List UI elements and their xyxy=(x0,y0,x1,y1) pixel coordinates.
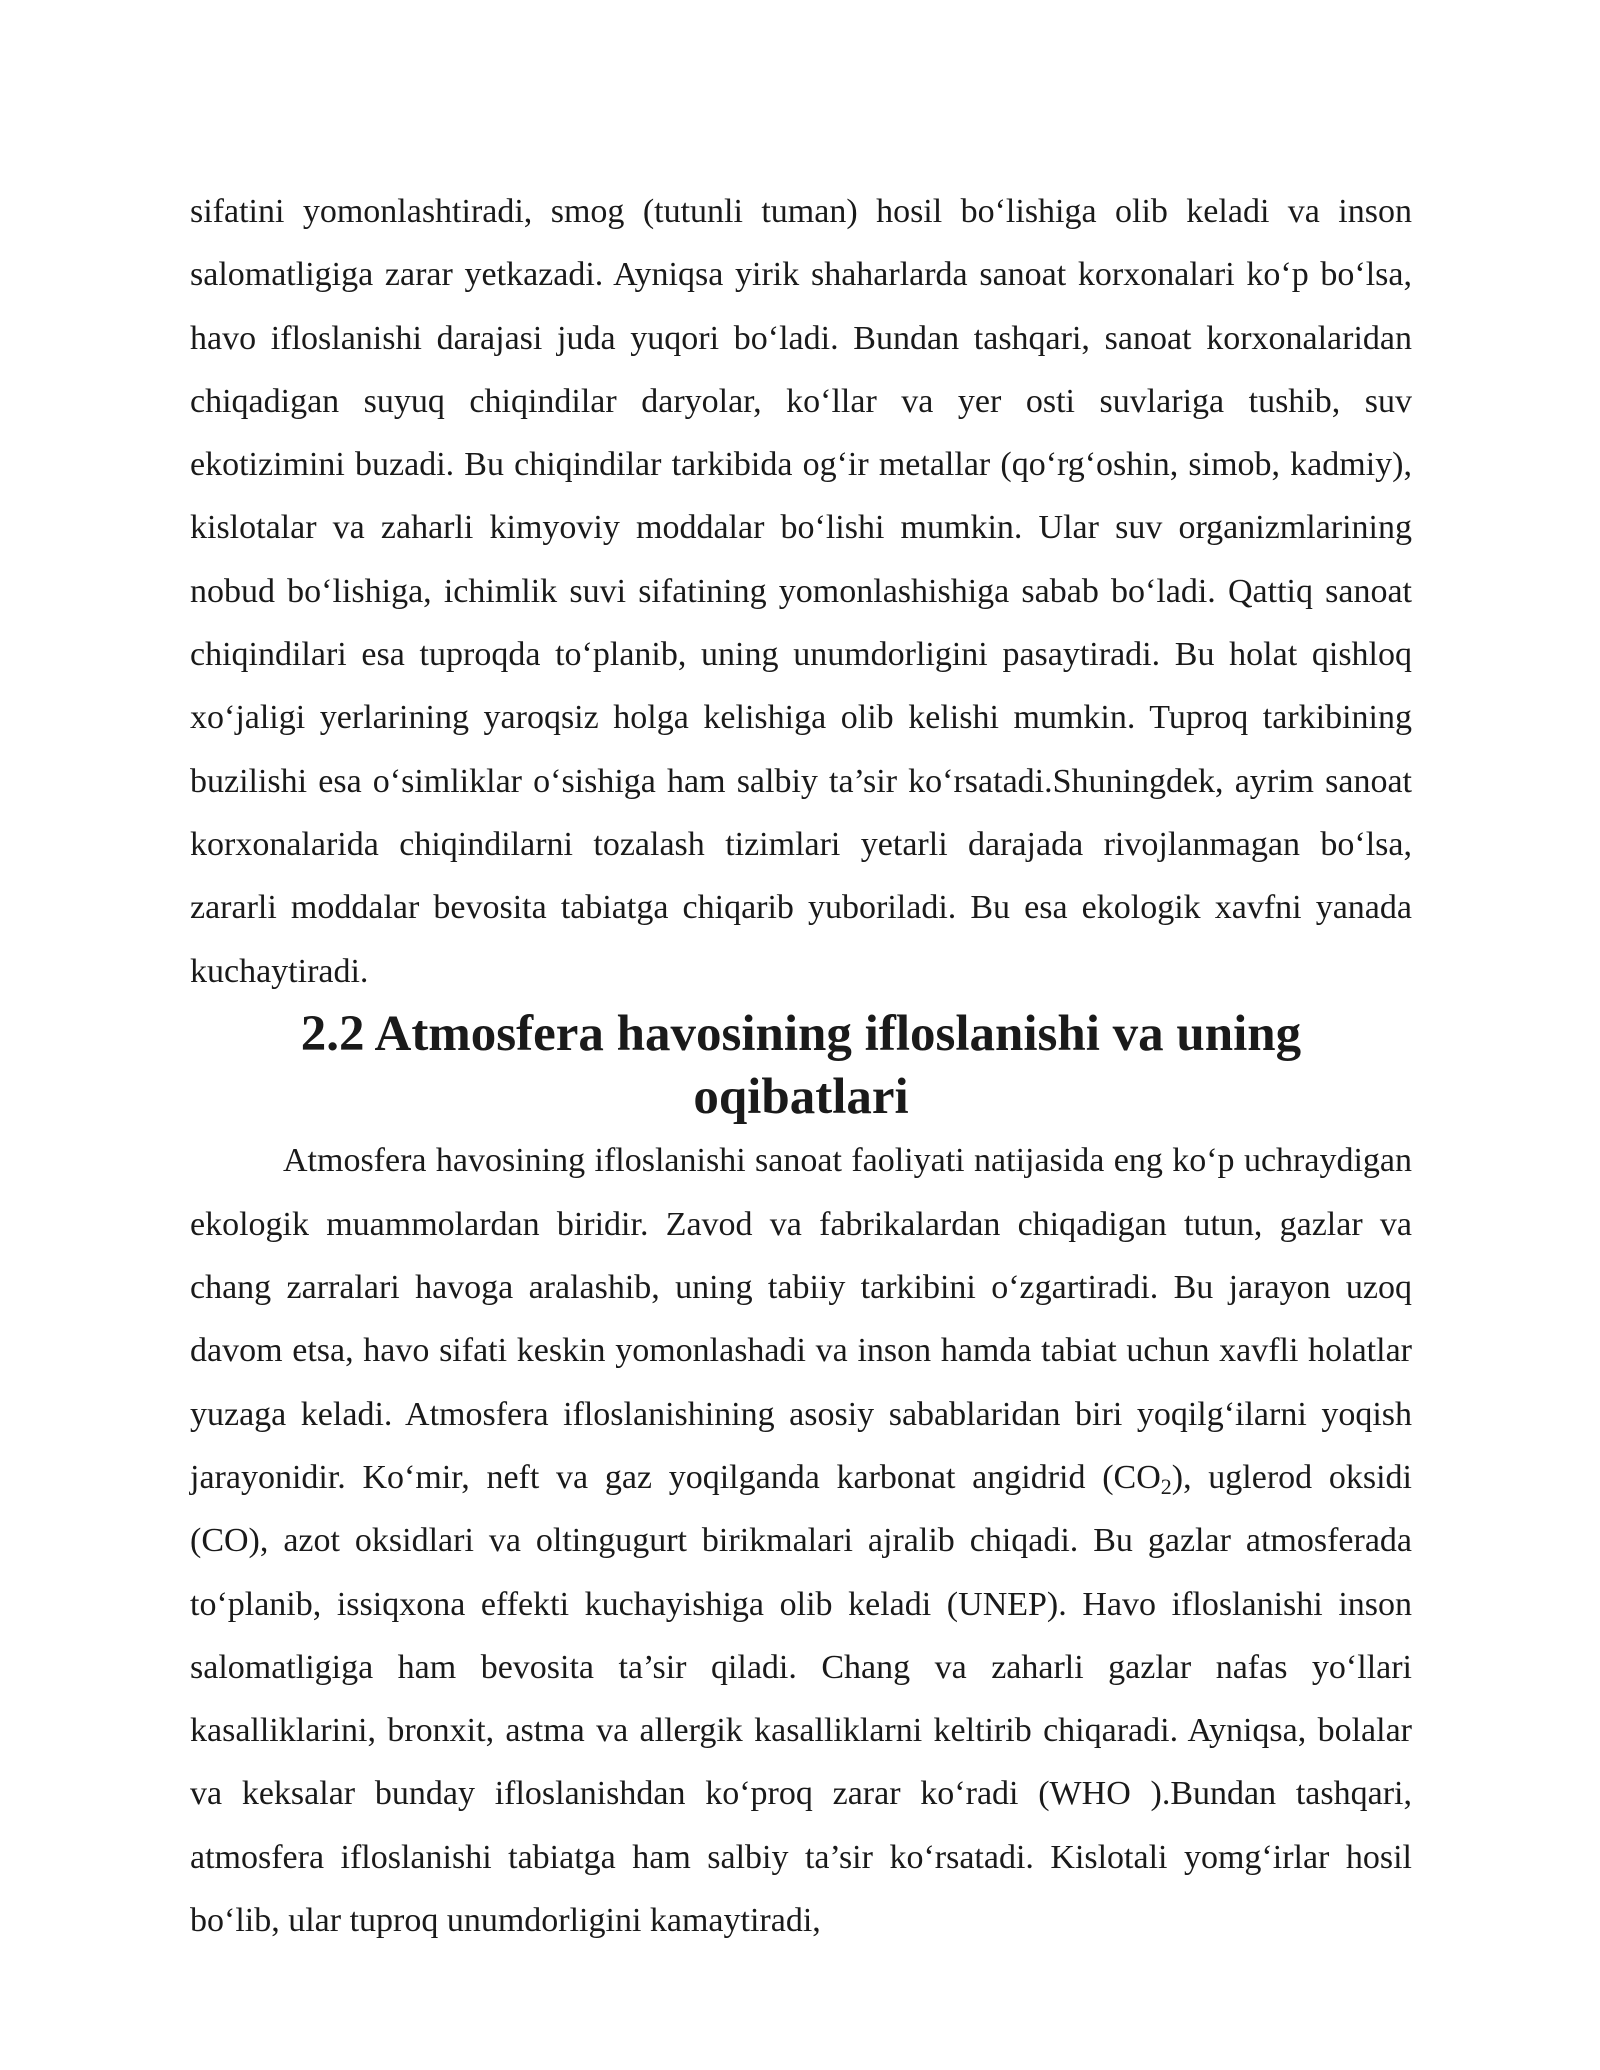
body-paragraph-1: sifatini yomonlashtiradi, smog (tutunli tuman) hosil bo‘lishiga olib keladi va inson salomatligiga zarar yetkazadi. Ayniqsa yirik shaharlarda sanoat korxonalari ko‘p bo‘lsa, havo ifloslanishi darajasi juda yuqori bo‘ladi. Bundan tashqari, sanoat korxonalaridan chiqadigan suyuq chiqindilar daryolar, ko‘llar va yer osti suvlariga tushib, suv ekotizimini buzadi. Bu chiqindilar tarkibida og‘ir metallar (qo‘rg‘oshin, simob, kadmiy), kislotalar va zaharli kimyoviy moddalar bo‘lishi mumkin. Ular suv organizmlarining nobud bo‘lishiga, ichimlik suvi sifatining yomonlashishiga sabab bo‘ladi. Qattiq sanoat chiqindilari esa tuproqda to‘planib, uning unumdorligini pasaytiradi. Bu holat qishloq xo‘jaligi yerlarining yaroqsiz holga kelishiga olib kelishi mumkin. Tuproq tarkibining buzilishi esa o‘simliklar o‘sishiga ham salbiy ta’sir ko‘rsatadi.Shuningdek, ayrim sanoat korxonalarida chiqindilarni tozalash tizimlari yetarli darajada rivojlanmagan bo‘lsa, zararli moddalar bevosita tabiatga chiqarib yuboriladi. Bu esa ekologik xavfni yanada kuchaytiradi. xyxy=(190,193,1412,990)
body-paragraph-2 xyxy=(190,1129,1412,1952)
section-heading: 2.2 Atmosfera havosining ifloslanishi va uning oqibatlari xyxy=(300,1005,1302,1126)
paragraph-2-text-start: Atmosfera havosining ifloslanishi sanoat faoliyati natijasida eng ko‘p uchraydigan ekologik muammolardan biridir. Zavod va fabrikalardan chiqadigan tutun, gazlar va chang zarralari havoga aralashib, uning tabiiy tarkibini o‘zgartiradi. Bu jarayon uzoq davom etsa, havo sifati keskin yomonlashadi va inson hamda tabiat uchun xavfli holatlar yuzaga keladi. Atmosfera ifloslanishining asosiy sabablaridan biri yoqilg‘ilarni yoqish jarayonidir. Ko‘mir, neft va gaz yoqilganda karbonat angidrid (CO xyxy=(190,1142,1412,1496)
paragraph-2-text-end: ), uglerod oksidi (CO), azot oksidlari va oltingugurt birikmalari ajralib chiqadi. Bu gazlar atmosferada to‘planib, issiqxona effekti kuchayishiga olib keladi (UNEP). Havo ifloslanishi inson salomatligiga ham bevosita ta’sir qiladi. Chang va zaharli gazlar nafas yo‘llari kasalliklarini, bronxit, astma va allergik kasalliklarni keltirib chiqaradi. Ayniqsa, bolalar va keksalar bunday ifloslanishdan ko‘proq zarar ko‘radi (WHO ).Bundan tashqari, atmosfera ifloslanishi tabiatga ham salbiy ta’sir ko‘rsatadi. Kislotali yomg‘irlar hosil bo‘lib, ular tuproq unumdorligini kamaytiradi, xyxy=(190,1458,1412,1940)
document-page xyxy=(190,180,1412,1952)
co2-subscript: 2 xyxy=(1160,1473,1172,1499)
